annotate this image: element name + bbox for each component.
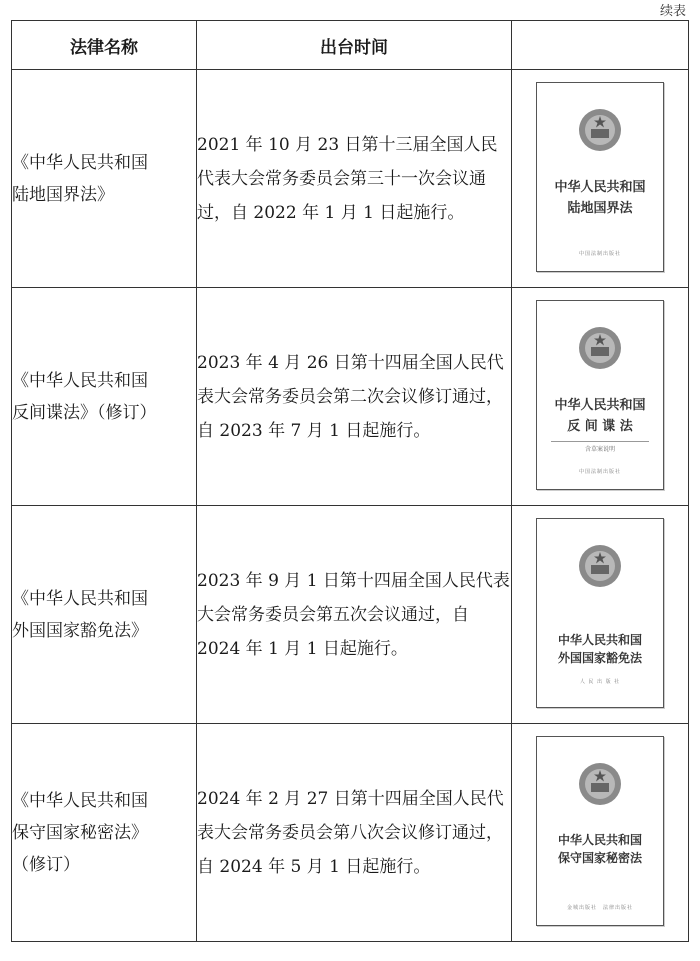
header-cover — [512, 21, 689, 70]
cover-cell — [512, 724, 689, 942]
header-row — [12, 21, 689, 70]
continued-label: 续表 — [659, 4, 686, 19]
cover-cell — [512, 70, 689, 288]
law-name: 《中华人民共和国 陆地国界法》 — [12, 70, 197, 288]
table-row — [12, 724, 689, 942]
cover-publisher: 人 民 出 版 社 — [579, 678, 621, 685]
cover-title: 中华人民共和国 保守国家秘密法 — [557, 832, 642, 865]
table-row — [12, 506, 689, 724]
header-issue-time: 出台时间 — [197, 21, 512, 70]
national-emblem-icon — [577, 325, 623, 371]
book-cover-image — [536, 736, 664, 926]
issue-time: 2023 年 9 月 1 日第十四届全国人民代表大会常务委员会第五次会议通过，自 2024 年 1 月 1 日起施行。 — [197, 506, 512, 724]
cover-cell — [512, 506, 689, 724]
table-row — [12, 288, 689, 506]
cover-title: 中华人民共和国 陆地国界法 — [554, 179, 646, 216]
laws-table — [11, 20, 689, 942]
cover-publisher: 中国法制出版社 — [578, 468, 621, 475]
cover-cell — [512, 288, 689, 506]
cover-title: 中华人民共和国 外国国家豁免法 — [557, 632, 642, 665]
national-emblem-icon — [577, 761, 623, 807]
issue-time: 2024 年 2 月 27 日第十四届全国人民代表大会常务委员会第八次会议修订通过，自 2024 年 5 月 1 日起施行。 — [197, 724, 512, 942]
header-law-name: 法律名称 — [12, 21, 197, 70]
book-cover-image — [536, 300, 664, 490]
issue-time: 2023 年 4 月 26 日第十四届全国人民代表大会常务委员会第二次会议修订通过，自 2023 年 7 月 1 日起施行。 — [197, 288, 512, 506]
table-row — [12, 70, 689, 288]
law-name: 《中华人民共和国 保守国家秘密法》 （修订） — [12, 724, 197, 942]
law-name: 《中华人民共和国 外国国家豁免法》 — [12, 506, 197, 724]
cover-title: 中华人民共和国 反 间 谍 法 — [554, 397, 646, 434]
cover-publisher: 中国法制出版社 — [578, 250, 621, 257]
cover-subtitle: 含草案说明 — [551, 441, 649, 453]
national-emblem-icon — [577, 543, 623, 589]
issue-time: 2021 年 10 月 23 日第十三届全国人民代表大会常务委员会第三十一次会议通过，自 2022 年 1 月 1 日起施行。 — [197, 70, 512, 288]
book-cover-image — [536, 518, 664, 708]
law-name: 《中华人民共和国 反间谍法》（修订） — [12, 288, 197, 506]
national-emblem-icon — [577, 107, 623, 153]
cover-publisher: 金城出版社 法律出版社 — [566, 904, 633, 911]
book-cover-image — [536, 82, 664, 272]
